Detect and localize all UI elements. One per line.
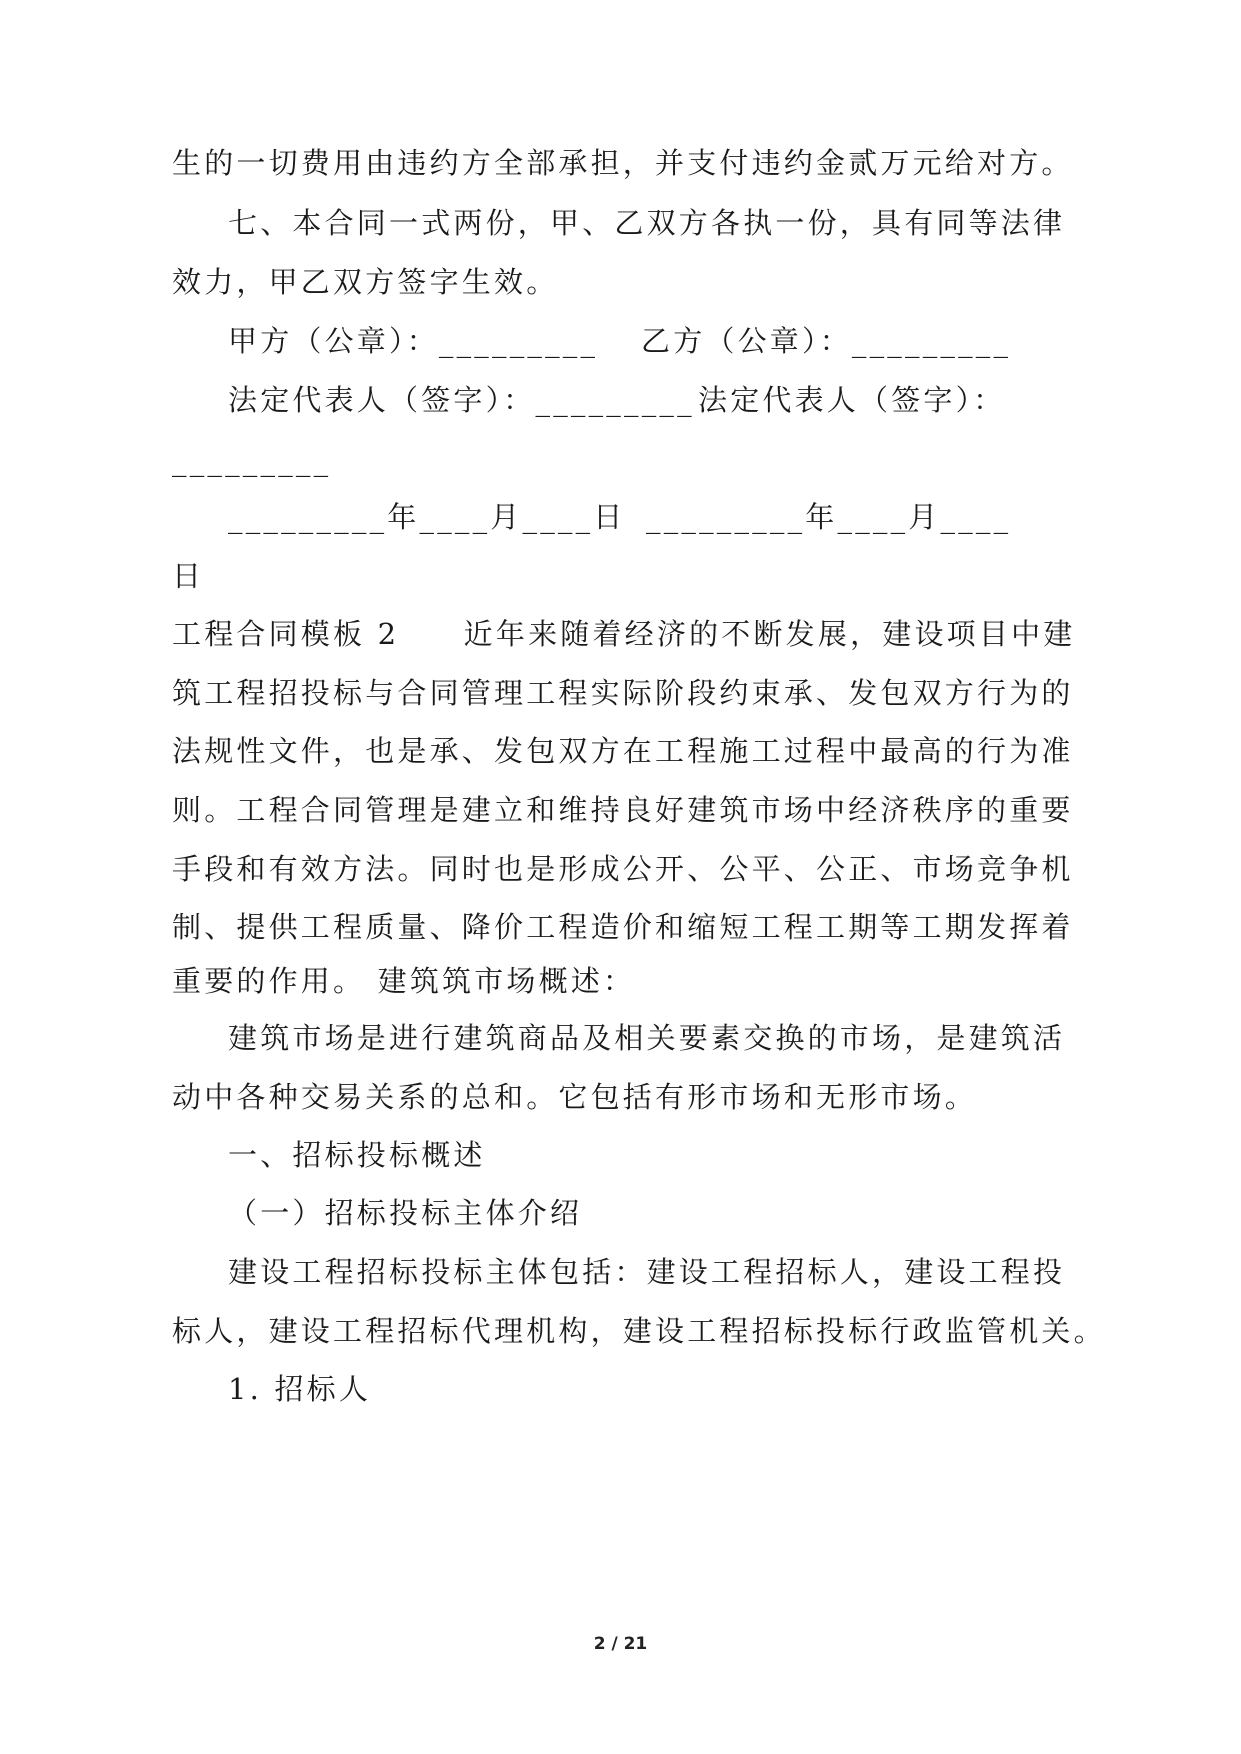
paragraph-line: 效力，甲乙双方签字生效。 [172, 265, 559, 299]
party-b-representative-blank: _________ [172, 443, 332, 477]
paragraph-line: 建设工程招标投标主体包括：建设工程招标人，建设工程投 [228, 1255, 1066, 1289]
paragraph-line: 筑工程招投标与合同管理工程实际阶段约束承、发包双方行为的 [172, 676, 1074, 710]
party-b-representative-field: 法定代表人（签字）： [698, 383, 1006, 417]
paragraph-line: 则。工程合同管理是建立和维持良好建筑市场中经济秩序的重要 [172, 793, 1074, 827]
party-b-seal-field: 乙方（公章）：_________ [641, 324, 1012, 358]
paragraph-line: 七、本合同一式两份，甲、乙双方各执一份，具有同等法律 [228, 206, 1066, 240]
party-a-representative-field: 法定代表人（签字）：_________ [228, 383, 695, 417]
party-b-date-day: 日 [172, 559, 205, 593]
heading-line: 一、招标投标概述 [228, 1138, 486, 1172]
party-a-date-field: _________年____月____日 [228, 500, 626, 534]
party-b-date-field: _________年____月____ [646, 500, 1012, 534]
paragraph-line: 建筑市场是进行建筑商品及相关要素交换的市场，是建筑活 [228, 1021, 1066, 1055]
paragraph-line: 动中各种交易关系的总和。它包括有形市场和无形市场。 [172, 1080, 978, 1114]
paragraph-line: 标人，建设工程招标代理机构，建设工程招标投标行政监管机关。 [172, 1314, 1106, 1348]
paragraph-line: 制、提供工程质量、降价工程造价和缩短工程工期等工期发挥着 [172, 910, 1074, 944]
party-a-seal-field: 甲方（公章）：_________ [228, 324, 599, 358]
paragraph-line: 手段和有效方法。同时也是形成公开、公平、公正、市场竞争机 [172, 852, 1074, 886]
page-number: 2 / 21 [593, 1634, 648, 1654]
subheading-line: （一）招标投标主体介绍 [228, 1196, 583, 1230]
numbered-heading-line: 1. 招标人 [228, 1372, 372, 1406]
paragraph-line: 重要的作用。 建筑筑市场概述： [172, 964, 636, 998]
paragraph-line: 法规性文件，也是承、发包双方在工程施工过程中最高的行为准 [172, 734, 1074, 768]
section-title-line: 工程合同模板 2 近年来随着经济的不断发展，建设项目中建 [172, 617, 1076, 651]
paragraph-line: 生的一切费用由违约方全部承担，并支付违约金贰万元给对方。 [172, 146, 1074, 180]
